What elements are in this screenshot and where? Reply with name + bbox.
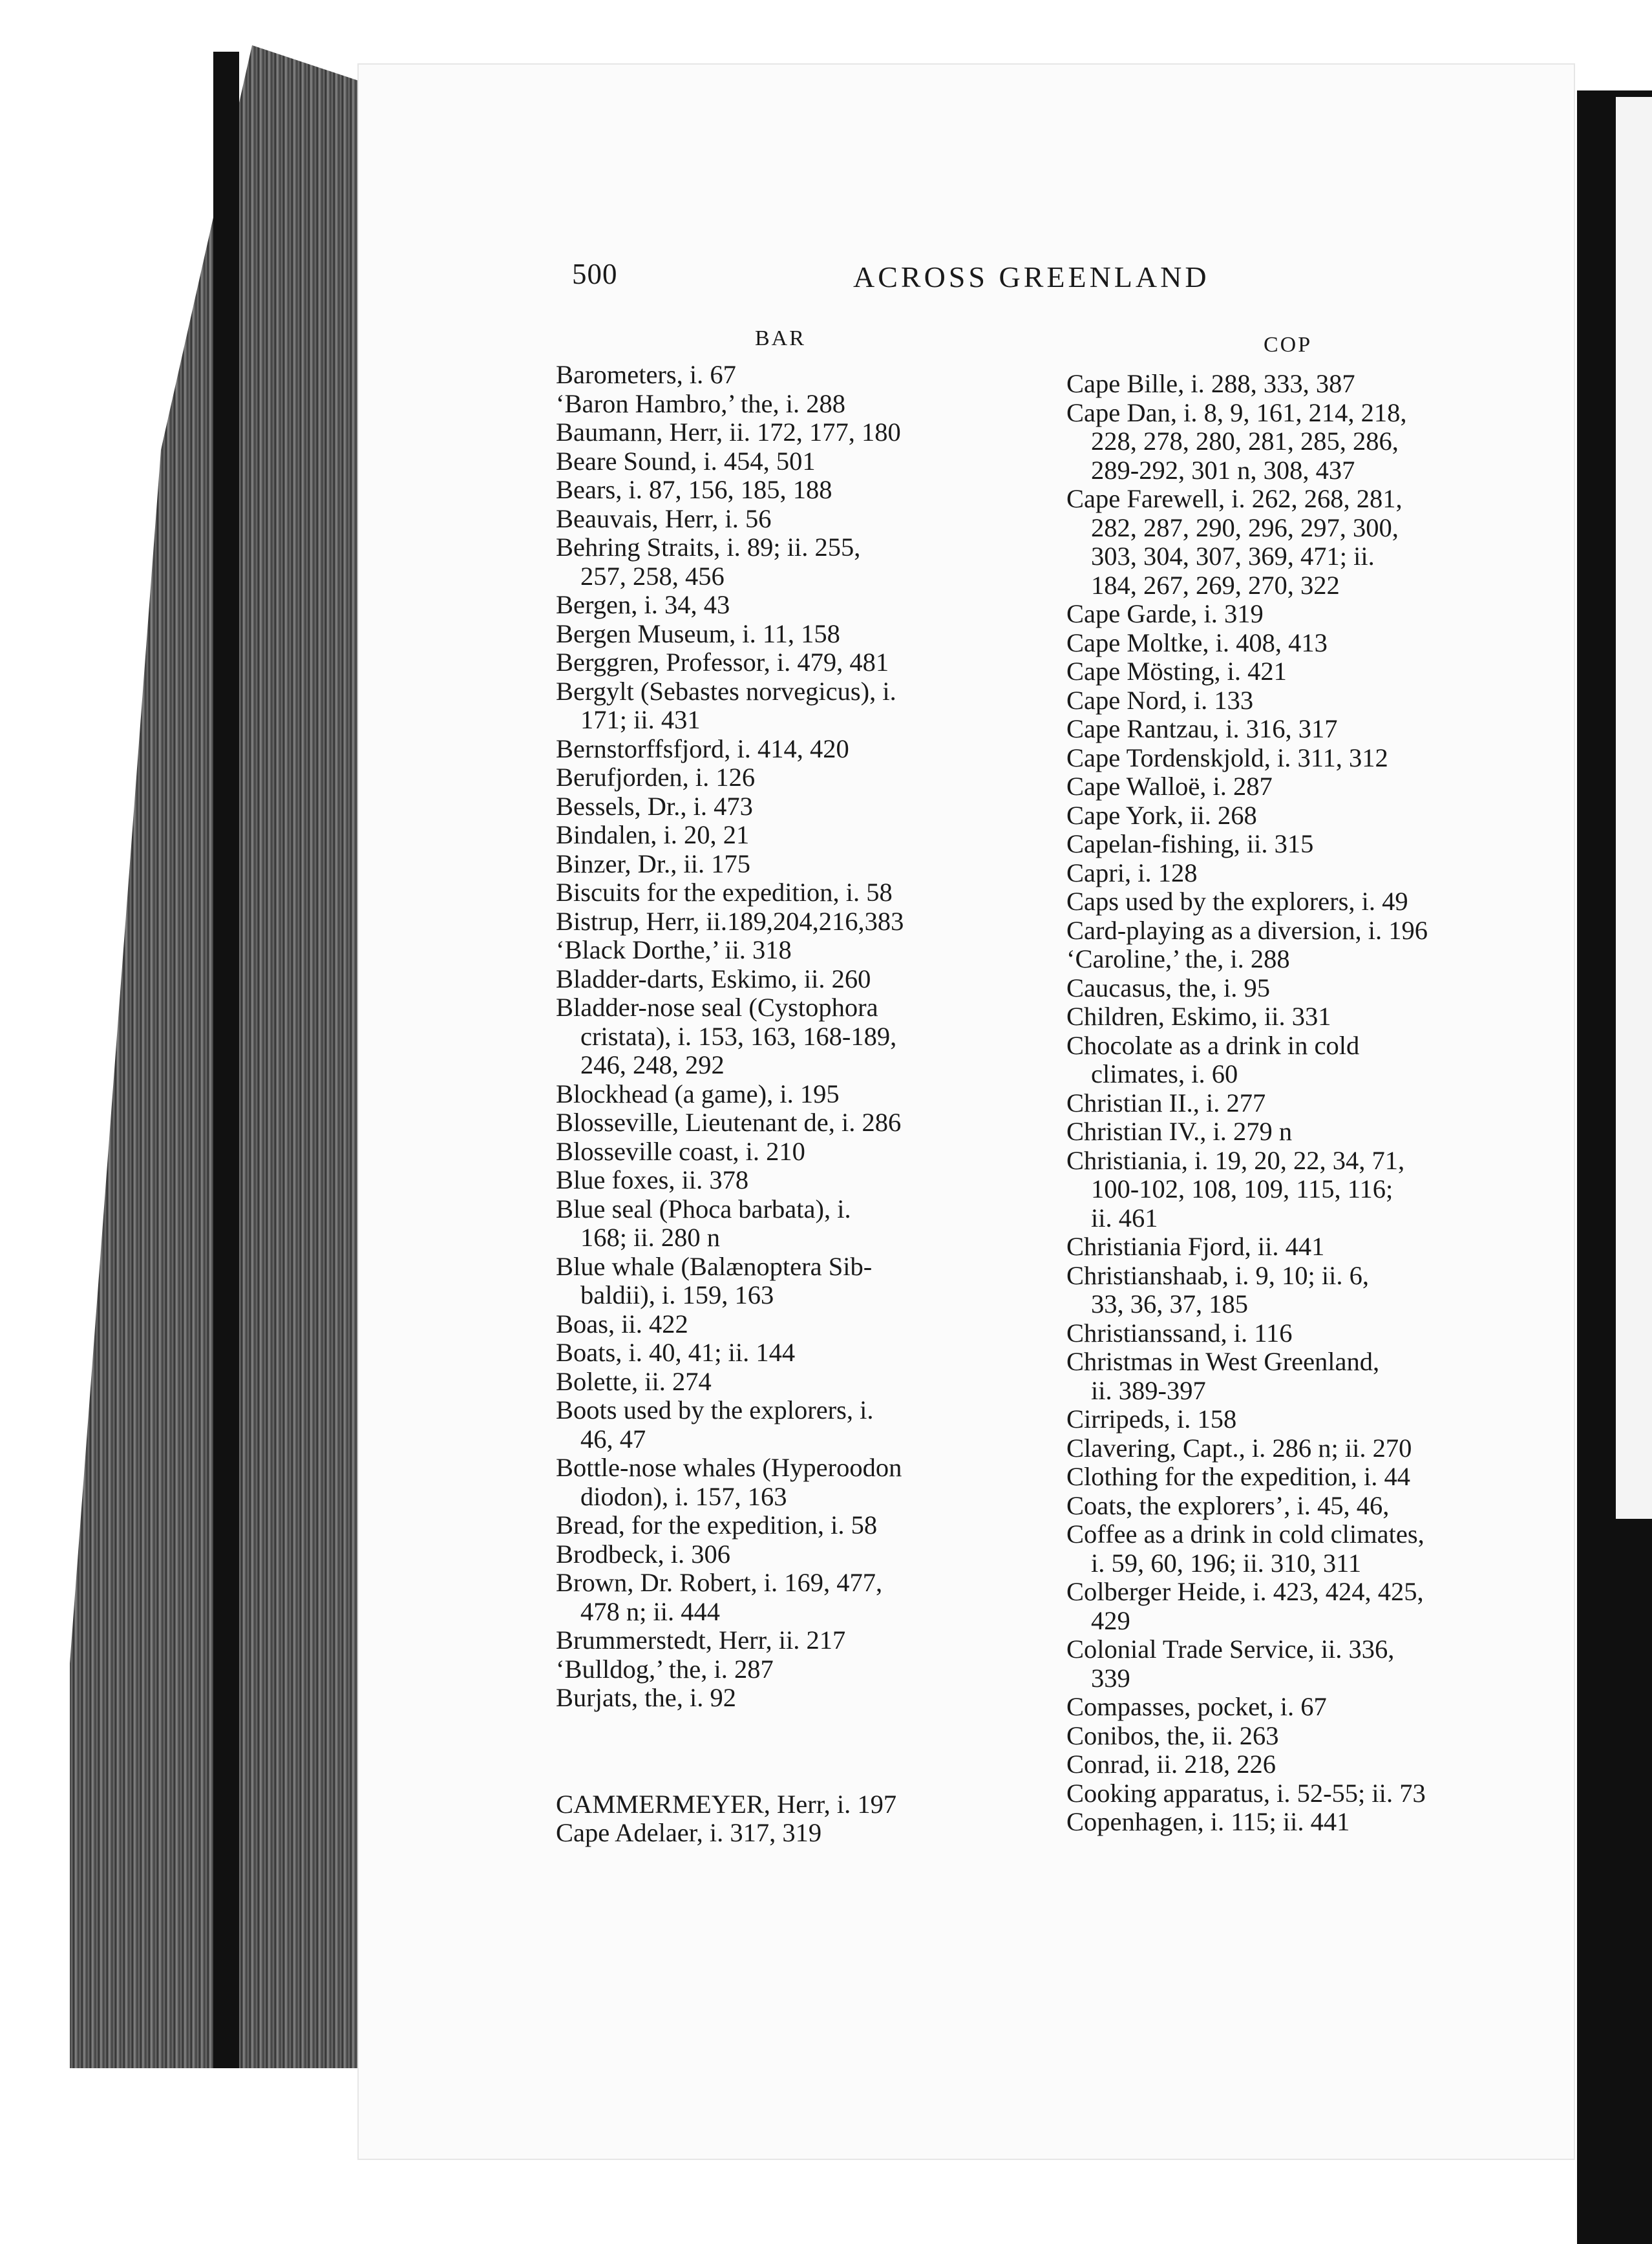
index-entry: Beare Sound, i. 454, 501 (556, 446, 816, 476)
index-entry: Blue whale (Balænoptera Sib- (556, 1251, 873, 1281)
index-entry: Bears, i. 87, 156, 185, 188 (556, 475, 832, 504)
index-entry: Christian IV., i. 279 n (1066, 1117, 1293, 1146)
index-entry: Beauvais, Herr, i. 56 (556, 503, 772, 533)
index-entry-continued: 429 (1091, 1605, 1130, 1635)
index-entry-continued: diodon), i. 157, 163 (580, 1481, 787, 1511)
index-entry: Cape Walloë, i. 287 (1066, 772, 1273, 801)
index-entry: Christianssand, i. 116 (1066, 1318, 1293, 1348)
index-entry: Brown, Dr. Robert, i. 169, 477, (556, 1568, 883, 1597)
index-column-left (556, 361, 1008, 1848)
index-entry: Coats, the explorers’, i. 45, 46, (1066, 1490, 1390, 1520)
index-entry: Bergen Museum, i. 11, 158 (556, 619, 840, 648)
index-entry-continued: 282, 287, 290, 296, 297, 300, (1091, 513, 1399, 542)
facing-page-edge (1616, 97, 1652, 1519)
index-entry: Cape Bille, i. 288, 333, 387 (1066, 369, 1355, 398)
index-entry: Colberger Heide, i. 423, 424, 425, (1066, 1577, 1424, 1606)
index-entry: Cape Tordenskjold, i. 311, 312 (1066, 743, 1388, 772)
index-entry: Children, Eskimo, ii. 331 (1066, 1002, 1331, 1031)
index-column-right (1066, 370, 1519, 1837)
index-entry: Cirripeds, i. 158 (1066, 1404, 1237, 1434)
index-entry: Bolette, ii. 274 (556, 1366, 712, 1396)
index-entry: Capri, i. 128 (1066, 858, 1198, 887)
index-entry: Clothing for the expedition, i. 44 (1066, 1462, 1411, 1491)
index-entry: Cape Mösting, i. 421 (1066, 657, 1287, 686)
index-entry: Blockhead (a game), i. 195 (556, 1079, 840, 1108)
index-entry: Cape Dan, i. 8, 9, 161, 214, 218, (1066, 397, 1407, 427)
index-entry-continued: cristata), i. 153, 163, 168-189, (580, 1021, 897, 1051)
index-entry: Card-playing as a diversion, i. 196 (1066, 915, 1428, 945)
index-entry: Caucasus, the, i. 95 (1066, 973, 1270, 1002)
index-entry: Bergen, i. 34, 43 (556, 590, 730, 619)
index-entry: ‘Bulldog,’ the, i. 287 (556, 1654, 774, 1684)
index-entry: ‘Baron Hambro,’ the, i. 288 (556, 388, 846, 418)
index-entry: Blue foxes, ii. 378 (556, 1165, 749, 1194)
index-entry: Blue seal (Phoca barbata), i. (556, 1194, 851, 1223)
index-entry: Caps used by the explorers, i. 49 (1066, 887, 1408, 916)
index-entry-continued: 184, 267, 269, 270, 322 (1091, 570, 1340, 600)
index-entry: Cape Farewell, i. 262, 268, 281, (1066, 484, 1403, 513)
index-entry: Bladder-darts, Eskimo, ii. 260 (556, 964, 871, 993)
index-entry-continued: 289-292, 301 n, 308, 437 (1091, 455, 1355, 485)
index-entry: CAMMERMEYER, Herr, i. 197 (556, 1789, 897, 1819)
index-entry: Bindalen, i. 20, 21 (556, 820, 750, 849)
index-entry: Coffee as a drink in cold climates, (1066, 1519, 1424, 1549)
guide-word-right: COP (1264, 333, 1313, 357)
index-entry: Christiania Fjord, ii. 441 (1066, 1232, 1325, 1261)
index-entry: Bottle-nose whales (Hyperoodon (556, 1453, 902, 1482)
index-entry: Cape Nord, i. 133 (1066, 685, 1254, 715)
index-entry-continued: 303, 304, 307, 369, 471; ii. (1091, 542, 1375, 571)
index-entry-continued: 339 (1091, 1663, 1130, 1693)
index-entry: Capelan-fishing, ii. 315 (1066, 829, 1314, 858)
index-entry: Cape Rantzau, i. 316, 317 (1066, 714, 1338, 743)
index-entry: Copenhagen, i. 115; ii. 441 (1066, 1807, 1350, 1836)
index-entry: Bergylt (Sebastes norvegicus), i. (556, 676, 896, 706)
page-number: 500 (572, 258, 618, 290)
book-spine-shadow (213, 52, 239, 2068)
index-entry: Burjats, the, i. 92 (556, 1683, 736, 1712)
index-entry-continued: 246, 248, 292 (580, 1050, 725, 1079)
index-entry-continued: 478 n; ii. 444 (580, 1596, 721, 1626)
index-entry: Conrad, ii. 218, 226 (1066, 1750, 1276, 1779)
index-entry-continued: 46, 47 (580, 1424, 646, 1454)
index-entry: ‘Caroline,’ the, i. 288 (1066, 944, 1290, 973)
index-entry: Boas, ii. 422 (556, 1309, 688, 1339)
index-entry-continued: 33, 36, 37, 185 (1091, 1289, 1248, 1318)
index-entry: Christian II., i. 277 (1066, 1088, 1266, 1117)
index-entry: Blosseville, Lieutenant de, i. 286 (556, 1108, 902, 1137)
index-entry: Bernstorffsfjord, i. 414, 420 (556, 734, 849, 763)
index-entry: Bladder-nose seal (Cystophora (556, 993, 878, 1022)
index-entry: Cape Adelaer, i. 317, 319 (556, 1818, 822, 1847)
index-entry: Behring Straits, i. 89; ii. 255, (556, 533, 861, 562)
index-entry: Brodbeck, i. 306 (556, 1539, 730, 1569)
index-entry: Berufjorden, i. 126 (556, 763, 756, 792)
index-entry: ‘Black Dorthe,’ ii. 318 (556, 935, 792, 964)
index-entry: Conibos, the, ii. 263 (1066, 1720, 1279, 1750)
index-entry: Boots used by the explorers, i. (556, 1395, 874, 1424)
index-entry-continued: 171; ii. 431 (580, 705, 701, 734)
index-entry: Cooking apparatus, i. 52-55; ii. 73 (1066, 1778, 1426, 1808)
index-entry-continued: 100-102, 108, 109, 115, 116; (1091, 1174, 1393, 1203)
index-entry: Biscuits for the expedition, i. 58 (556, 878, 893, 907)
index-entry-continued: i. 59, 60, 196; ii. 310, 311 (1091, 1548, 1362, 1578)
index-entry: Clavering, Capt., i. 286 n; ii. 270 (1066, 1433, 1412, 1463)
index-entry: Bistrup, Herr, ii.189,204,216,383 (556, 906, 904, 936)
index-entry-continued: 257, 258, 456 (580, 561, 725, 591)
index-entry: Christiania, i. 19, 20, 22, 34, 71, (1066, 1145, 1405, 1175)
index-entry: Berggren, Professor, i. 479, 481 (556, 648, 889, 677)
index-entry: Christmas in West Greenland, (1066, 1347, 1380, 1376)
index-entry: Baumann, Herr, ii. 172, 177, 180 (556, 418, 901, 447)
index-entry: Chocolate as a drink in cold (1066, 1030, 1360, 1060)
index-entry: Compasses, pocket, i. 67 (1066, 1692, 1327, 1721)
index-entry: Barometers, i. 67 (556, 360, 736, 389)
section-gap (556, 1713, 1008, 1790)
index-entry: Boats, i. 40, 41; ii. 144 (556, 1338, 796, 1367)
index-entry: Blosseville coast, i. 210 (556, 1136, 805, 1166)
index-entry: Bread, for the expedition, i. 58 (556, 1510, 878, 1540)
index-entry: Brummerstedt, Herr, ii. 217 (556, 1625, 846, 1655)
index-entry: Christianshaab, i. 9, 10; ii. 6, (1066, 1260, 1369, 1290)
index-entry-continued: climates, i. 60 (1091, 1059, 1238, 1088)
index-entry-continued: 168; ii. 280 n (580, 1223, 721, 1252)
index-entry: Cape Moltke, i. 408, 413 (1066, 628, 1328, 657)
index-entry-continued: ii. 389-397 (1091, 1375, 1206, 1405)
index-entry: Cape York, ii. 268 (1066, 800, 1257, 830)
index-entry: Cape Garde, i. 319 (1066, 599, 1264, 628)
index-entry: Binzer, Dr., ii. 175 (556, 849, 750, 878)
guide-word-left: BAR (755, 326, 806, 350)
index-entry: Colonial Trade Service, ii. 336, (1066, 1635, 1395, 1664)
index-entry-continued: baldii), i. 159, 163 (580, 1280, 774, 1309)
index-entry: Bessels, Dr., i. 473 (556, 791, 753, 821)
running-title: ACROSS GREENLAND (853, 260, 1210, 293)
index-entry-continued: ii. 461 (1091, 1203, 1158, 1233)
index-entry-continued: 228, 278, 280, 281, 285, 286, (1091, 427, 1399, 456)
